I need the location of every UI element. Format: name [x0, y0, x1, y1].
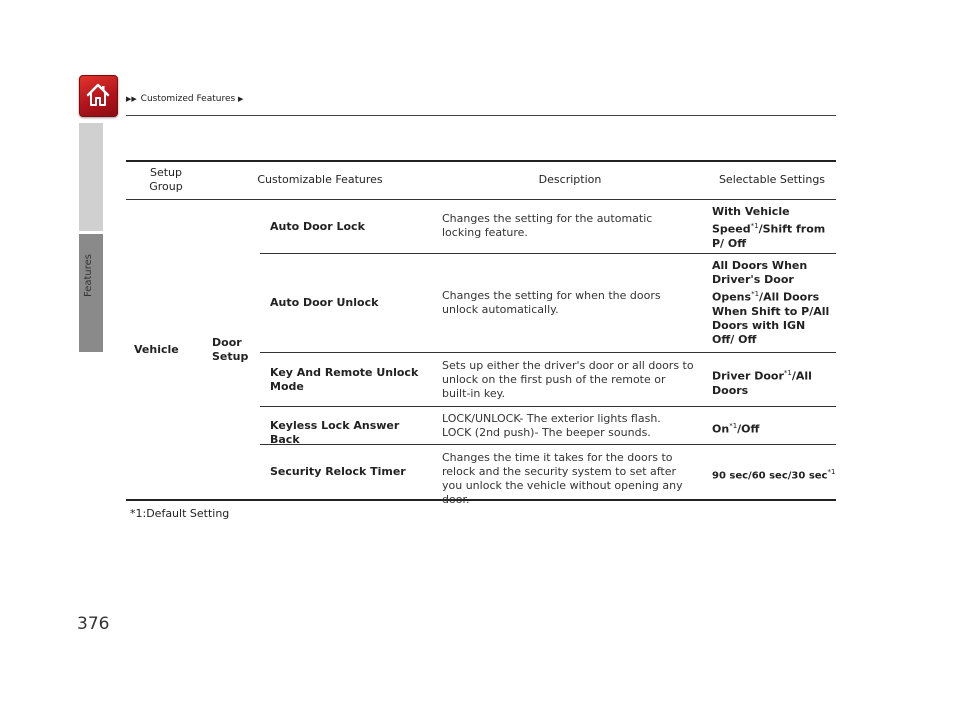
description-keyless-lock-answer-back: LOCK/UNLOCK- The exterior lights flash. LOCK (2nd push)- The beeper sounds.: [442, 412, 661, 439]
page-number: 376: [77, 614, 110, 634]
feature-auto-door-unlock: Auto Door Unlock: [270, 296, 379, 309]
breadcrumb-item[interactable]: Customized Features: [140, 94, 236, 104]
settings-security-relock-timer: 90 sec/60 sec/30 $\sec^{*1}$: [712, 468, 836, 482]
feature-security-relock-timer: Security Relock Timer: [270, 465, 406, 478]
breadcrumb[interactable]: [126, 94, 244, 104]
description-key-remote-unlock-mode: Sets up either the driver's door or all doors to unlock on the first push of the remote or built-in key.: [442, 359, 694, 400]
header-setup-group: Setup Group: [149, 166, 183, 193]
row-divider: [260, 352, 836, 353]
header-rule: [126, 115, 836, 116]
row-divider: [260, 253, 836, 254]
header-selectable-settings: Selectable Settings: [718, 173, 826, 186]
settings-key-remote-unlock-mode: Driver Door$^{*1}$/All Doors: [712, 369, 812, 397]
description-auto-door-lock: Changes the setting for the automatic locking feature.: [442, 212, 653, 239]
header-customizable-features: Customizable Features: [257, 173, 383, 186]
settings-auto-door-lock: With Vehicle Speed$^{*1}$/Shift from P/ Off: [712, 205, 826, 250]
description-auto-door-unlock: Changes the setting for when the doors unlock automatically.: [442, 289, 661, 316]
breadcrumb-arrow-icon: ▶: [238, 95, 244, 103]
settings-auto-door-unlock: All Doors When Driver's Door Opens$^{*1}$/All Doors When Shift to P/All Doors with IGN Off/ Off: [712, 259, 830, 346]
settings-keyless-lock-answer-back: On$^{*1}$/Off: [712, 422, 760, 436]
setup-subgroup-door: Door Setup: [212, 336, 249, 363]
setup-group-vehicle: Vehicle: [134, 343, 179, 356]
row-divider: [260, 406, 836, 407]
home-button[interactable]: [79, 75, 118, 117]
feature-key-remote-unlock-mode: Key And Remote Unlock Mode: [270, 366, 419, 393]
header-description: Description: [538, 173, 602, 186]
sidebar-tab-upper: [79, 123, 103, 231]
breadcrumb-arrow-icon: ▶▶: [126, 95, 137, 103]
feature-keyless-lock-answer-back: Keyless Lock Answer Back: [270, 419, 400, 446]
description-security-relock-timer: Changes the time it takes for the doors to relock and the security system to set after you unlock the vehicle without opening any door.: [442, 451, 683, 506]
footnote: *1:Default Setting: [130, 507, 230, 520]
table-top-rule: [126, 160, 836, 162]
sidebar-label: Features: [83, 254, 94, 297]
home-icon: [85, 82, 111, 108]
feature-auto-door-lock: Auto Door Lock: [270, 220, 365, 233]
table-header-rule: [126, 199, 836, 200]
